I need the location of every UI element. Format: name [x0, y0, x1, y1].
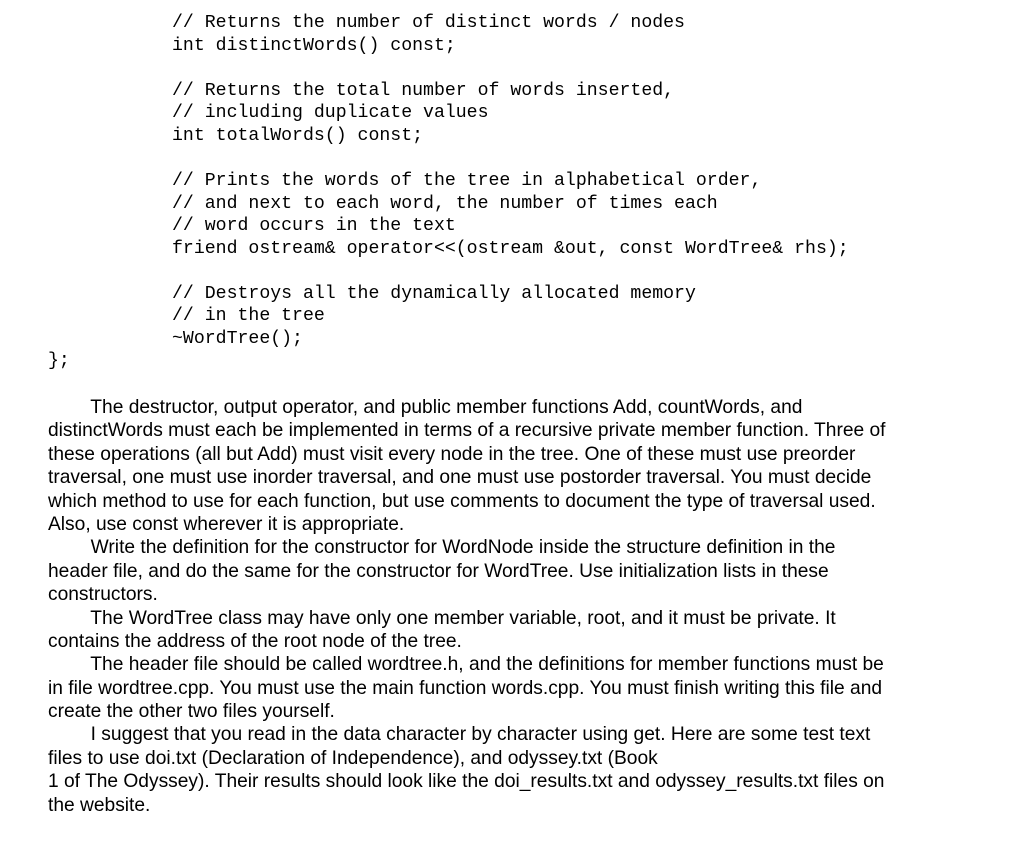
code-comment: // Prints the words of the tree in alphabetical order,: [172, 171, 762, 191]
code-comment: // and next to each word, the number of times each: [172, 194, 718, 214]
text-line: The header file should be called wordtree.h, and the definitions for member functions must be: [48, 654, 884, 676]
text-line: The destructor, output operator, and public member functions Add, countWords, and: [48, 397, 803, 418]
code-comment: // Returns the number of distinct words / nodes: [172, 13, 685, 33]
code-comment: // Destroys all the dynamically allocated memory: [172, 284, 696, 304]
text-line: contains the address of the root node of the tree.: [48, 630, 462, 652]
code-comment: // Returns the total number of words inserted,: [172, 81, 675, 101]
code-declaration: int totalWords() const;: [172, 126, 424, 146]
instructions-text: [48, 396, 978, 817]
code-comment: // including duplicate values: [172, 103, 489, 123]
text-line: which method to use for each function, but use comments to document the type of traversal used.: [48, 490, 876, 512]
code-declaration: friend ostream& operator<<(ostream &out, const WordTree& rhs);: [172, 239, 849, 259]
text-line: I suggest that you read in the data character by character using get. Here are some test text: [48, 724, 871, 746]
text-line: traversal, one must use inorder traversal, and one must use postorder traversal. You must decide: [48, 467, 872, 489]
class-closing-brace: };: [48, 351, 70, 371]
code-declaration: ~WordTree();: [172, 329, 303, 349]
code-declaration: int distinctWords() const;: [172, 36, 456, 56]
text-line: Also, use const wherever it is appropriate.: [48, 513, 405, 535]
code-listing: [0, 0, 1024, 407]
text-line: in file wordtree.cpp. You must use the main function words.cpp. You must finish writing this file and: [48, 677, 883, 699]
text-line: create the other two files yourself.: [48, 701, 335, 723]
code-comment: // in the tree: [172, 306, 325, 326]
text-line: constructors.: [48, 584, 158, 606]
text-line: these operations (all but Add) must visit every node in the tree. One of these must use preorder: [48, 443, 856, 465]
text-line: distinctWords must each be implemented in terms of a recursive private member function. Three of: [48, 420, 886, 442]
text-line: Write the definition for the constructor for WordNode inside the structure definition in the: [48, 537, 836, 559]
text-line: header file, and do the same for the constructor for WordTree. Use initialization lists in these: [48, 560, 829, 582]
text-line: the website.: [48, 794, 151, 816]
text-line: The WordTree class may have only one member variable, root, and it must be private. It: [48, 607, 836, 629]
text-line: 1 of The Odyssey). Their results should look like the doi_results.txt and odyssey_results.txt files on: [48, 771, 885, 793]
code-comment: // word occurs in the text: [172, 216, 456, 236]
text-line: files to use doi.txt (Declaration of Independence), and odyssey.txt (Book: [48, 747, 658, 769]
